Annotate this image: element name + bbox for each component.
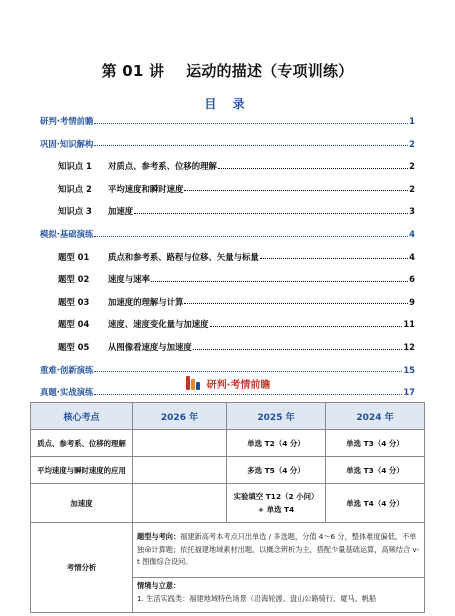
toc-entry-label: 真题·实战演练 — [40, 387, 94, 398]
row-topic: 加速度 — [31, 484, 133, 523]
analysis-label: 题型与考向： — [137, 532, 181, 542]
toc-entry-page: 9 — [409, 296, 415, 307]
row-topic: 平均速度与瞬时速度的应用 — [31, 457, 133, 484]
toc-entry-label: 对质点、参考系、位移的理解 — [108, 161, 217, 172]
toc-dot-leader — [94, 144, 408, 146]
toc-entry-label: 速度与速率 — [108, 274, 150, 285]
cell-2026 — [133, 484, 227, 523]
toc-dot-leader — [210, 325, 403, 327]
toc-entry-page: 2 — [409, 161, 415, 172]
toc-entry[interactable] — [40, 133, 415, 156]
section-heading-text: 研判·考情前瞻 — [206, 379, 271, 391]
toc-dot-leader — [193, 348, 403, 350]
toc-entry-label: 研判·考情前瞻 — [40, 116, 94, 126]
toc-entry-label: 平均速度和瞬时速度 — [108, 183, 184, 194]
toc-entry[interactable] — [40, 110, 415, 133]
header-topic: 核心考点 — [31, 403, 133, 430]
toc-entry-page: 1 — [409, 116, 415, 126]
header-2024: 2024 年 — [326, 403, 425, 430]
table-row — [31, 523, 425, 578]
cell-2026 — [133, 430, 227, 457]
analysis-label: 情境与立意： — [137, 581, 181, 590]
toc-entry[interactable] — [40, 336, 415, 359]
toc-dot-leader — [151, 280, 408, 282]
cell-2024: 单选 T4（4 分） — [326, 484, 425, 523]
toc-entry[interactable] — [40, 223, 415, 246]
toc-entry-page: 4 — [409, 251, 415, 262]
toc-entry-number: 题型 04 — [58, 319, 90, 330]
toc-entry[interactable] — [40, 268, 415, 291]
toc-entry-page: 6 — [409, 274, 415, 285]
toc-entry-label: 巩固·知识解构 — [40, 138, 94, 149]
table-row — [31, 430, 425, 457]
table-row — [31, 457, 425, 484]
toc-dot-leader — [94, 122, 408, 124]
toc-dot-leader — [184, 302, 408, 304]
table-row — [31, 484, 425, 523]
toc-entry-label: 模拟·基础演练 — [40, 228, 94, 239]
cell-2025: 实验填空 T12（2 小问）+ 单选 T4 — [227, 484, 326, 523]
lecture-number: 第 01 讲 — [101, 62, 165, 80]
toc-entry-number: 知识点 1 — [58, 161, 92, 172]
toc-entry-label: 从图像看速度与加速度 — [108, 341, 192, 352]
toc-entry-page: 4 — [409, 228, 415, 239]
toc-entry-label: 质点和参考系、路程与位移、矢量与标量 — [108, 251, 259, 262]
row-topic: 质点、参考系、位移的理解 — [31, 430, 133, 457]
exam-trend-table — [30, 402, 425, 613]
cell-2025: 单选 T2（4 分） — [227, 430, 326, 457]
toc-dot-leader — [94, 235, 408, 237]
toc-entry-label: 加速度 — [108, 206, 134, 217]
lecture-title: 运动的描述（专项训练） — [186, 62, 354, 80]
toc-entry-number: 题型 03 — [58, 296, 90, 307]
toc-entry[interactable] — [40, 155, 415, 178]
toc-entry-page: 12 — [403, 341, 415, 352]
toc-entry[interactable] — [40, 313, 415, 336]
toc-entry-number: 题型 01 — [58, 251, 90, 262]
toc-entry-label: 速度、速度变化量与加速度 — [108, 319, 209, 330]
page-title — [0, 60, 455, 81]
toc-entry-number: 题型 05 — [58, 341, 90, 352]
header-2026: 2026 年 — [133, 403, 227, 430]
cell-2024: 单选 T3（4 分） — [326, 457, 425, 484]
books-icon — [185, 375, 201, 391]
toc-entry-page: 2 — [409, 138, 415, 149]
toc-entry-page: 15 — [403, 364, 415, 375]
toc-entry[interactable] — [40, 246, 415, 269]
toc-entry-label: 加速度的理解与计算 — [108, 296, 184, 307]
toc-entry-page: 2 — [409, 183, 415, 194]
toc-entry-label: 重难·创新演练 — [40, 364, 94, 375]
cell-2026 — [133, 457, 227, 484]
toc-dot-leader — [218, 167, 408, 169]
toc-entry[interactable] — [40, 178, 415, 201]
toc-dot-leader — [134, 212, 408, 214]
toc-heading: 目 录 — [204, 97, 251, 111]
toc-dot-leader — [94, 393, 402, 395]
toc-dot-leader — [260, 257, 408, 259]
analysis-cell — [133, 578, 425, 613]
table-of-contents — [40, 110, 415, 404]
toc-entry[interactable] — [40, 291, 415, 314]
toc-entry-number: 题型 02 — [58, 274, 90, 285]
toc-entry-number: 知识点 3 — [58, 206, 92, 217]
toc-entry-page: 11 — [403, 319, 415, 330]
section-heading — [0, 375, 455, 391]
analysis-text: 福建新高考本考点只出单选 / 多选题，分值 4～6 分，整体难度偏低，不单独命计算题；依托福建地域素材出题，以概念辨析为主，搭配少量基础运算，高频结合 v-t 图像综合设问。 — [137, 532, 420, 567]
toc-dot-leader — [94, 370, 402, 372]
toc-entry[interactable] — [40, 200, 415, 223]
toc-dot-leader — [184, 189, 408, 191]
analysis-text: 1. 生活实践类：福建地域特色场景（沿海轮渡、盘山公路骑行、厦马、帆船 — [137, 593, 377, 603]
row-topic: 考情分析 — [31, 523, 133, 613]
toc-entry-page: 3 — [409, 206, 415, 217]
toc-entry-page: 17 — [403, 387, 415, 398]
toc-entry-number: 知识点 2 — [58, 183, 92, 194]
analysis-cell — [133, 523, 425, 578]
table-header-row — [31, 403, 425, 430]
header-2025: 2025 年 — [227, 403, 326, 430]
cell-2025: 多选 T5（4 分） — [227, 457, 326, 484]
cell-2024: 单选 T3（4 分） — [326, 430, 425, 457]
